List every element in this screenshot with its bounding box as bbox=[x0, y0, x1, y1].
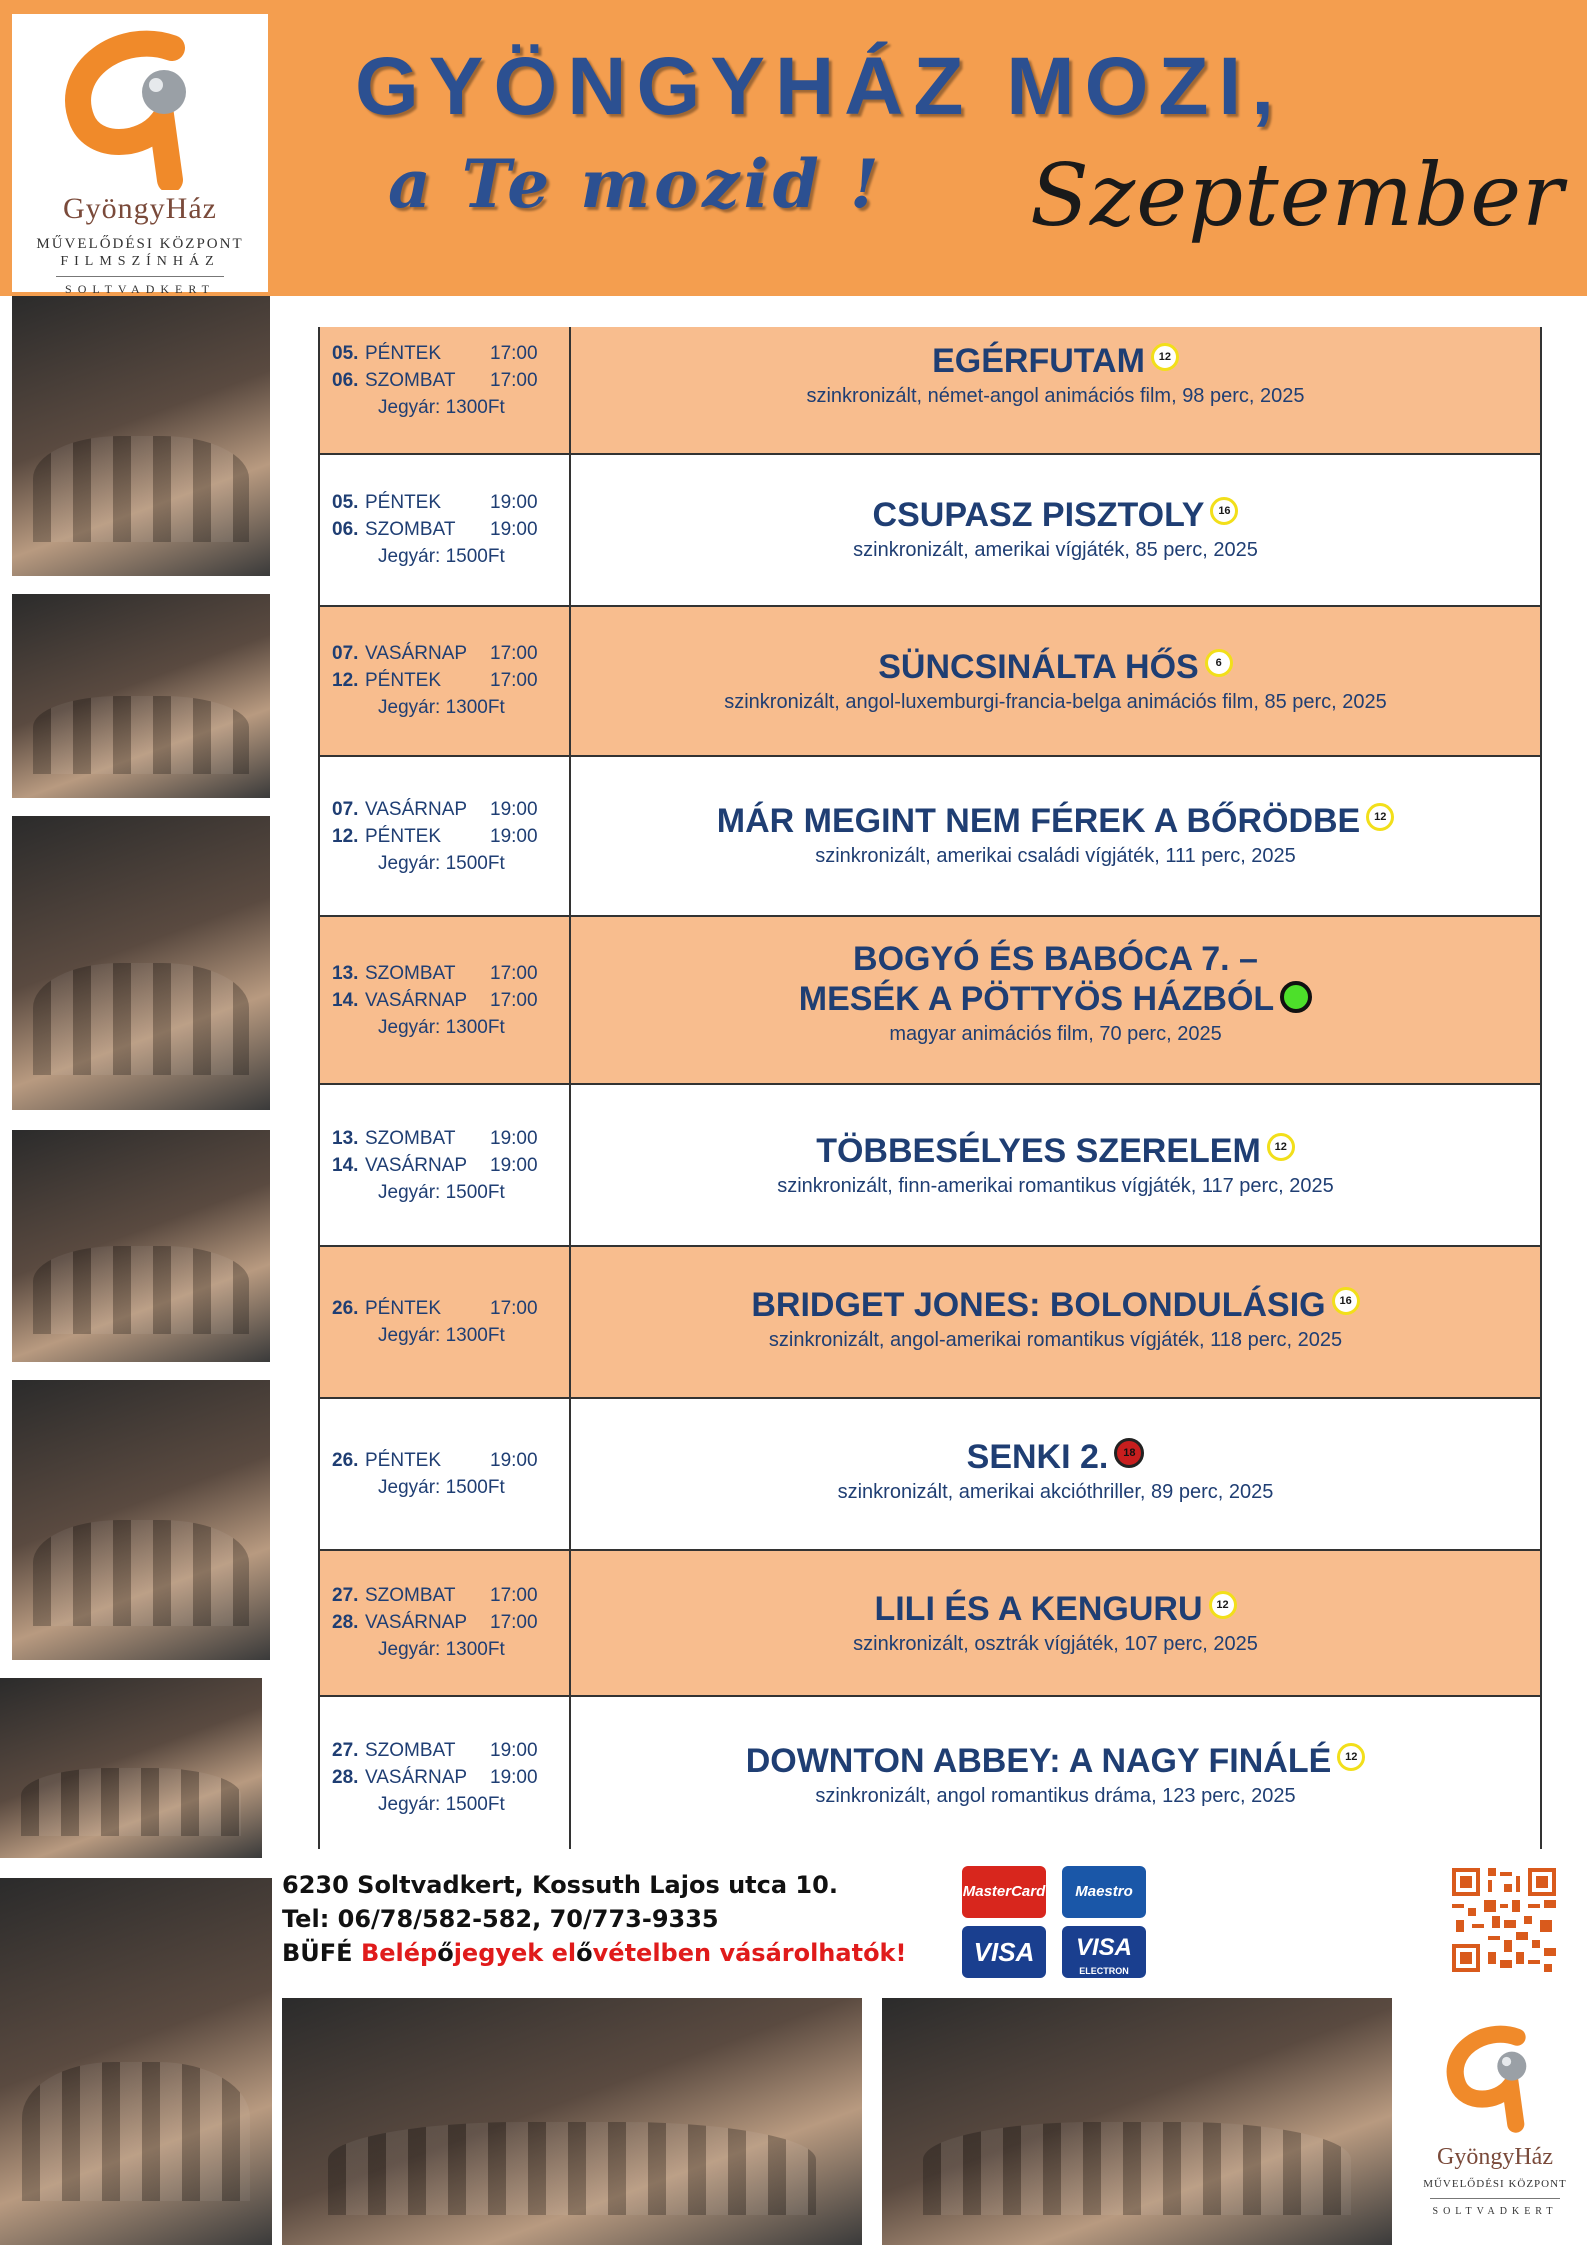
show-day: 27. bbox=[332, 1585, 359, 1606]
show-weekday: PÉNTEK bbox=[365, 1450, 442, 1471]
movie-row bbox=[320, 1247, 1540, 1399]
age-rating-badge: 12 bbox=[1151, 343, 1179, 371]
movie-description: szinkronizált, angol-luxemburgi-francia-belga animációs film, 85 perc, 2025 bbox=[724, 691, 1387, 713]
show-day: 07. bbox=[332, 799, 359, 820]
ticket-price: Jegyár: 1300Ft bbox=[378, 697, 505, 718]
show-weekday: SZOMBAT bbox=[365, 519, 456, 540]
show-day: 07. bbox=[332, 643, 359, 664]
show-day: 26. bbox=[332, 1450, 359, 1471]
audience-photo-8 bbox=[882, 1998, 1392, 2245]
showtimes bbox=[320, 1737, 569, 1818]
showtimes bbox=[320, 1582, 569, 1663]
show-time: 19:00 bbox=[490, 1740, 538, 1761]
page-title: GYÖNGYHÁZ MOZI, bbox=[355, 41, 1284, 132]
showtimes bbox=[320, 796, 569, 877]
show-weekday: VASÁRNAP bbox=[365, 1155, 468, 1176]
show-weekday: PÉNTEK bbox=[365, 492, 442, 513]
film-projector-photo bbox=[0, 1878, 272, 2245]
bufe-label: BÜFÉ bbox=[282, 1939, 353, 1967]
audience-photo-4 bbox=[12, 1130, 270, 1362]
show-time: 17:00 bbox=[490, 343, 538, 364]
show-time: 19:00 bbox=[490, 492, 538, 513]
showtimes bbox=[320, 1295, 569, 1349]
audience-photo-5 bbox=[12, 1380, 270, 1660]
show-time: 19:00 bbox=[490, 799, 538, 820]
logo-name: GyöngyHáz bbox=[63, 192, 217, 225]
movie-title: CSUPASZ PISZTOLY bbox=[872, 496, 1205, 534]
age-rating-badge: 16 bbox=[1210, 497, 1238, 525]
show-time: 17:00 bbox=[490, 370, 538, 391]
ticket-price: Jegyár: 1300Ft bbox=[378, 397, 505, 418]
show-weekday: VASÁRNAP bbox=[365, 799, 468, 820]
show-weekday: PÉNTEK bbox=[365, 670, 442, 691]
visa-logo: VISA bbox=[962, 1926, 1046, 1978]
movie-description: szinkronizált, finn-amerikai romantikus vígjáték, 117 perc, 2025 bbox=[777, 1175, 1334, 1197]
movie-title: SENKI 2. bbox=[966, 1438, 1109, 1476]
presale-notice bbox=[282, 1936, 906, 1970]
show-day: 13. bbox=[332, 963, 359, 984]
ticket-price: Jegyár: 1500Ft bbox=[378, 546, 505, 567]
ticket-price: Jegyár: 1500Ft bbox=[378, 853, 505, 874]
showtimes bbox=[320, 1125, 569, 1206]
audience-photo-2 bbox=[12, 594, 270, 798]
show-time: 19:00 bbox=[490, 519, 538, 540]
movie-title: BOGYÓ ÉS BABÓCA 7. – bbox=[853, 940, 1258, 978]
show-day: 26. bbox=[332, 1298, 359, 1319]
logo-line-1: MŰVELŐDÉSI KÖZPONT bbox=[36, 236, 244, 252]
logo-line-3: SOLTVADKERT bbox=[1432, 2206, 1558, 2217]
logo-line-2: FILMSZÍNHÁZ bbox=[60, 254, 220, 269]
movie-row bbox=[320, 607, 1540, 757]
showtimes bbox=[320, 960, 569, 1041]
show-time: 17:00 bbox=[490, 1612, 538, 1633]
presale-part-b: ő bbox=[437, 1939, 454, 1967]
show-time: 19:00 bbox=[490, 1128, 538, 1149]
showtimes bbox=[320, 1447, 569, 1501]
audience-photo-7 bbox=[282, 1998, 862, 2245]
show-day: 14. bbox=[332, 990, 359, 1011]
movie-description: magyar animációs film, 70 perc, 2025 bbox=[889, 1023, 1222, 1045]
logo-divider bbox=[56, 276, 224, 277]
show-weekday: VASÁRNAP bbox=[365, 1612, 468, 1633]
show-day: 28. bbox=[332, 1612, 359, 1633]
age-rating-badge: 6 bbox=[1205, 649, 1233, 677]
movie-description: szinkronizált, amerikai családi vígjáték, 111 perc, 2025 bbox=[815, 845, 1296, 867]
presale-part-d: ő bbox=[576, 1939, 593, 1967]
movie-title: BRIDGET JONES: BOLONDULÁSIG bbox=[751, 1286, 1326, 1324]
gyongyhaz-logo bbox=[12, 14, 268, 296]
show-time: 17:00 bbox=[490, 963, 538, 984]
ticket-price: Jegyár: 1300Ft bbox=[378, 1639, 505, 1660]
movie-row bbox=[320, 455, 1540, 607]
age-rating-badge: 18 bbox=[1114, 1438, 1144, 1468]
contact-info bbox=[282, 1868, 906, 1970]
show-day: 06. bbox=[332, 370, 359, 391]
show-day: 06. bbox=[332, 519, 359, 540]
movie-title: LILI ÉS A KENGURU bbox=[874, 1590, 1203, 1628]
show-weekday: SZOMBAT bbox=[365, 963, 456, 984]
mastercard-logo: MasterCard bbox=[962, 1866, 1046, 1918]
slogan: a Te mozid ! bbox=[388, 145, 883, 223]
ticket-price: Jegyár: 1500Ft bbox=[378, 1794, 505, 1815]
age-rating-badge bbox=[1280, 981, 1312, 1013]
movie-description: szinkronizált, amerikai akcióthriller, 89 perc, 2025 bbox=[837, 1481, 1274, 1503]
address: 6230 Soltvadkert, Kossuth Lajos utca 10. bbox=[282, 1871, 838, 1899]
ticket-price: Jegyár: 1300Ft bbox=[378, 1017, 505, 1038]
movie-row bbox=[320, 917, 1540, 1085]
schedule-table bbox=[318, 327, 1542, 1849]
qr-code-icon[interactable] bbox=[1448, 1864, 1560, 1976]
pearl-logo-icon bbox=[1438, 2018, 1554, 2138]
movie-row bbox=[320, 1697, 1540, 1849]
showtimes bbox=[320, 489, 569, 570]
gyongyhaz-logo-footer bbox=[1410, 2008, 1580, 2238]
movie-title: TÖBBESÉLYES SZERELEM bbox=[816, 1132, 1261, 1170]
movie-description: szinkronizált, angol romantikus dráma, 123 perc, 2025 bbox=[815, 1785, 1296, 1807]
movie-title: MÁR MEGINT NEM FÉREK A BŐRÖDBE bbox=[716, 802, 1361, 840]
show-weekday: VASÁRNAP bbox=[365, 643, 468, 664]
show-day: 13. bbox=[332, 1128, 359, 1149]
visa-electron-logo bbox=[1062, 1926, 1146, 1978]
presale-part-c: jegyek el bbox=[453, 1939, 577, 1967]
age-rating-badge: 16 bbox=[1332, 1287, 1360, 1315]
logo-name: GyöngyHáz bbox=[1437, 2144, 1553, 2170]
movie-title: DOWNTON ABBEY: A NAGY FINÁLÉ bbox=[745, 1742, 1332, 1780]
age-rating-badge: 12 bbox=[1267, 1133, 1295, 1161]
ticket-price: Jegyár: 1500Ft bbox=[378, 1182, 505, 1203]
movie-row bbox=[320, 757, 1540, 917]
showtimes bbox=[320, 640, 569, 721]
show-time: 17:00 bbox=[490, 990, 538, 1011]
show-day: 12. bbox=[332, 670, 359, 691]
show-time: 19:00 bbox=[490, 826, 538, 847]
show-day: 05. bbox=[332, 492, 359, 513]
audience-photo-6 bbox=[0, 1678, 262, 1858]
ticket-price: Jegyár: 1500Ft bbox=[378, 1477, 505, 1498]
logo-line-3: SOLTVADKERT bbox=[65, 282, 215, 296]
show-day: 27. bbox=[332, 1740, 359, 1761]
show-time: 19:00 bbox=[490, 1767, 538, 1788]
show-day: 28. bbox=[332, 1767, 359, 1788]
movie-row bbox=[320, 1551, 1540, 1697]
show-time: 17:00 bbox=[490, 643, 538, 664]
age-rating-badge: 12 bbox=[1337, 1743, 1365, 1771]
show-weekday: SZOMBAT bbox=[365, 1585, 456, 1606]
movie-description: szinkronizált, angol-amerikai romantikus vígjáték, 118 perc, 2025 bbox=[768, 1329, 1343, 1351]
logo-divider bbox=[1430, 2198, 1560, 2199]
maestro-logo: Maestro bbox=[1062, 1866, 1146, 1918]
presale-part-e: vételben vásárolhatók! bbox=[592, 1939, 907, 1967]
show-time: 17:00 bbox=[490, 1585, 538, 1606]
presale-part-a: Belép bbox=[360, 1939, 438, 1967]
audience-photo-1 bbox=[12, 296, 270, 576]
movie-description: szinkronizált, osztrák vígjáték, 107 perc, 2025 bbox=[853, 1633, 1258, 1655]
movie-title-line-2: MESÉK A PÖTTYÖS HÁZBÓL bbox=[798, 980, 1275, 1018]
pearl-logo-icon bbox=[52, 30, 228, 190]
show-weekday: VASÁRNAP bbox=[365, 1767, 468, 1788]
movie-description: szinkronizált, amerikai vígjáték, 85 perc, 2025 bbox=[853, 539, 1258, 561]
movie-title: SÜNCSINÁLTA HŐS bbox=[878, 648, 1199, 686]
show-time: 17:00 bbox=[490, 1298, 538, 1319]
visa-electron-sub: ELECTRON bbox=[1079, 1966, 1129, 1976]
movie-row bbox=[320, 1399, 1540, 1551]
show-weekday: PÉNTEK bbox=[365, 343, 442, 364]
show-day: 05. bbox=[332, 343, 359, 364]
audience-photo-3 bbox=[12, 816, 270, 1110]
age-rating-badge: 12 bbox=[1366, 803, 1394, 831]
month-label: Szeptember bbox=[1030, 146, 1565, 246]
logo-line-1: MŰVELŐDÉSI KÖZPONT bbox=[1423, 2178, 1567, 2190]
phone: Tel: 06/78/582-582, 70/773-9335 bbox=[282, 1905, 719, 1933]
show-time: 19:00 bbox=[490, 1155, 538, 1176]
movie-row bbox=[320, 1085, 1540, 1247]
age-rating-badge: 12 bbox=[1209, 1591, 1237, 1619]
show-weekday: SZOMBAT bbox=[365, 1740, 456, 1761]
movie-title: EGÉRFUTAM bbox=[932, 342, 1145, 380]
show-weekday: SZOMBAT bbox=[365, 1128, 456, 1149]
show-time: 17:00 bbox=[490, 670, 538, 691]
show-day: 14. bbox=[332, 1155, 359, 1176]
show-day: 12. bbox=[332, 826, 359, 847]
visa-electron-label: VISA bbox=[1075, 1934, 1132, 1961]
show-weekday: PÉNTEK bbox=[365, 826, 442, 847]
ticket-price: Jegyár: 1300Ft bbox=[378, 1325, 505, 1346]
movie-row bbox=[320, 327, 1540, 455]
movie-description: szinkronizált, német-angol animációs film, 98 perc, 2025 bbox=[806, 385, 1305, 407]
show-weekday: PÉNTEK bbox=[365, 1298, 442, 1319]
header-banner bbox=[0, 0, 1587, 296]
show-time: 19:00 bbox=[490, 1450, 538, 1471]
show-weekday: SZOMBAT bbox=[365, 370, 456, 391]
show-weekday: VASÁRNAP bbox=[365, 990, 468, 1011]
showtimes bbox=[320, 340, 569, 421]
